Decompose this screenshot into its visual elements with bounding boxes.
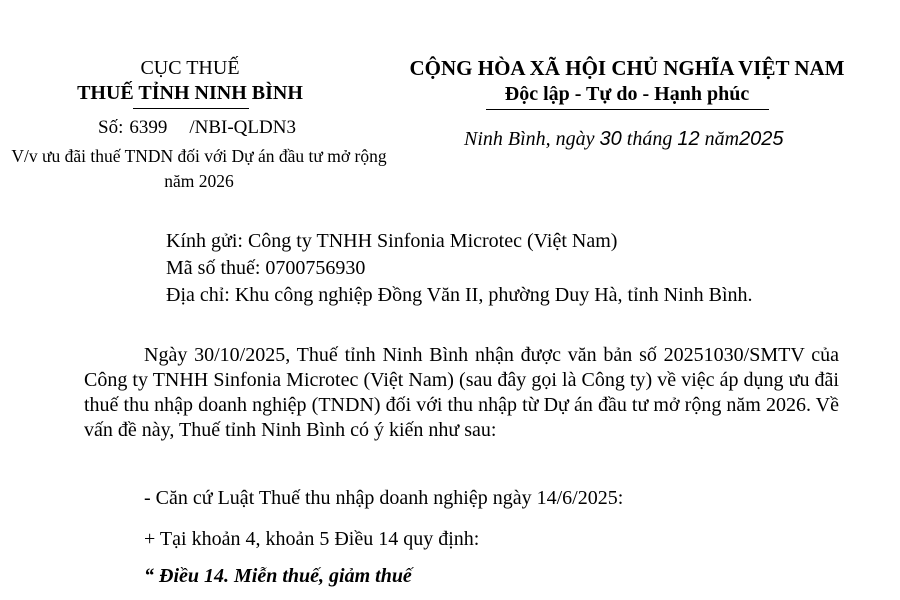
body-paragraph: Ngày 30/10/2025, Thuế tỉnh Ninh Bình nhận được văn bản số 20251030/SMTV của Công ty TNHH Sinfonia Microtec (Việt Nam) (sau đây gọi là Công ty) về việc áp dụng ưu đãi thuế thu nhập doanh nghiệp (TNDN) đối với thu nhập từ Dự án đầu tư mở rộng năm 2026. Về vấn đề này, Thuế tỉnh Ninh Bình có ý kiến như sau:	[84, 344, 839, 441]
national-motto: Độc lập - Tự do - Hạnh phúc	[504, 83, 750, 105]
article-heading: “ Điều 14. Miễn thuế, giảm thuế	[144, 565, 412, 587]
motto-underline	[486, 109, 769, 110]
document-number-code: /NBI-QLDN3	[189, 117, 296, 138]
issuer-block	[0, 56, 380, 105]
national-heading	[398, 56, 856, 108]
recipient-address: Địa chỉ: Khu công nghiệp Đồng Văn II, phường Duy Hà, tỉnh Ninh Bình.	[166, 284, 753, 306]
recipient-to: Kính gửi: Công ty TNHH Sinfonia Microtec (Việt Nam)	[166, 230, 618, 252]
month-label: tháng	[626, 128, 673, 150]
date-day: 30	[599, 128, 622, 150]
nation-name: CỘNG HÒA XÃ HỘI CHỦ NGHĨA VIỆT NAM	[409, 56, 845, 80]
date-month: 12	[677, 128, 700, 150]
date-year: 2025	[739, 128, 784, 150]
clause-reference: + Tại khoản 4, khoản 5 Điều 14 quy định:	[144, 528, 480, 550]
issuer-underline	[133, 108, 249, 109]
place-prefix: Ninh Bình, ngày	[464, 128, 595, 150]
place-date	[464, 128, 784, 151]
legal-basis: - Căn cứ Luật Thuế thu nhập doanh nghiệp ngày 14/6/2025:	[144, 487, 624, 509]
department-name: THUẾ TỈNH NINH BÌNH	[77, 82, 303, 104]
agency-name: CỤC THUẾ	[140, 57, 240, 79]
document-number-value: 6399	[129, 117, 168, 138]
recipient-tax-code: Mã số thuế: 0700756930	[166, 257, 366, 279]
document-subject: V/v ưu đãi thuế TNDN đối với Dự án đầu tư mở rộng năm 2026	[11, 146, 387, 191]
document-number	[98, 117, 296, 139]
document-number-label: Số:	[98, 117, 124, 138]
year-label: năm	[704, 128, 740, 150]
